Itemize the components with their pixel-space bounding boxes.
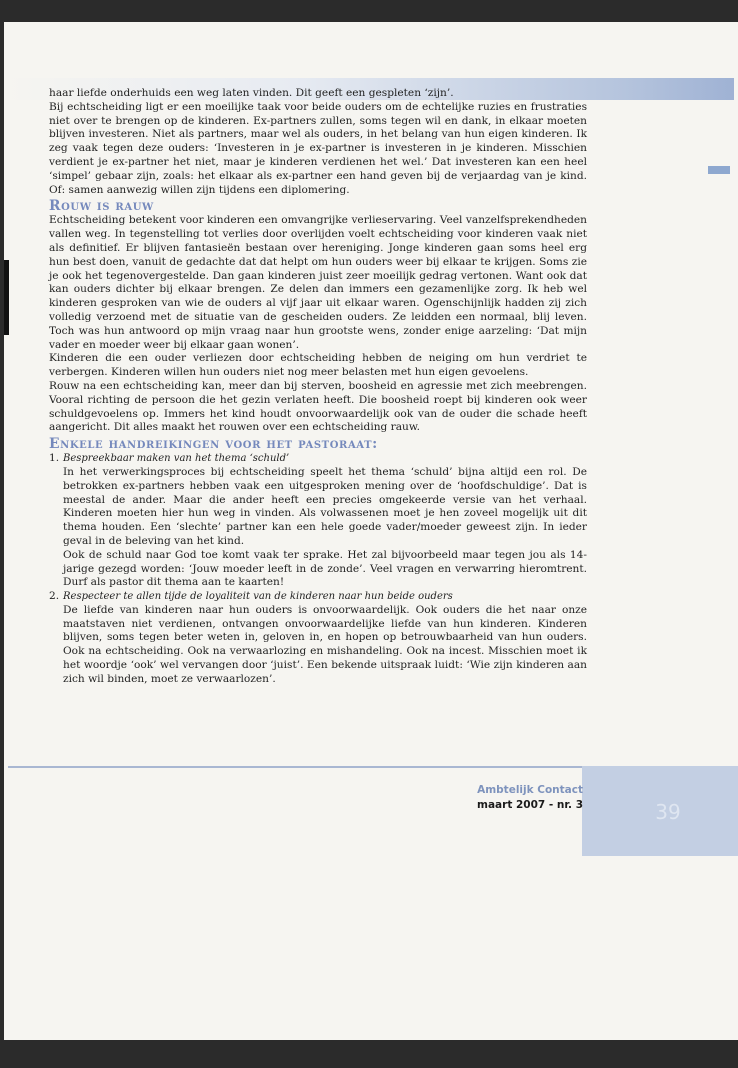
article-body bbox=[49, 87, 587, 687]
paragraph: Rouw na een echtscheiding kan, meer dan bij sterven, boosheid en agressie met zich meebrengen. Vooral richting de persoon die het gezin verlaten heeft. Die boosheid roept bij kinderen ook weer schuldgevoelens op. Immers het kind houdt onvoorwaardelijk ook van de ouder die schade heeft aangericht. Dit alles maakt het rouwen over een echtscheiding rauw. bbox=[49, 379, 587, 434]
side-marker bbox=[708, 166, 730, 174]
item-number: 1. bbox=[49, 452, 60, 465]
section-heading: Rouw is rauw bbox=[49, 198, 154, 215]
magazine-footer bbox=[420, 783, 583, 813]
item-subtitle: Bespreekbaar maken van het thema ‘schuld’ bbox=[63, 453, 290, 465]
paragraph: Echtscheiding betekent voor kinderen een omvangrijke verlieservaring. Veel vanzelfsprekendheden vallen weg. In tegenstelling tot verlies door overlijden voelt echtscheiding voor kinderen vaak niet als definitief. Er blijven fantasieën bestaan over hereniging. Jonge kinderen gaan soms heel erg hun best doen, vanuit de gedachte dat dat helpt om hun ouders weer bij elkaar te krijgen. Soms zie je ook het tegenovergestelde. Dan gaan kinderen juist zeer moeilijk gedrag vertonen. Want ook dat kan ouders dichter bij elkaar brengen. Ze delen dan immers een gezamenlijke zorg. Ik heb wel kinderen gesproken van wie de ouders al vijf jaar uit elkaar waren. Ogenschijnlijk hadden zij zich volledig verzoend met de situatie van de gescheiden ouders. Ze leidden een normaal, blij leven. Toch was hun antwoord op mijn vraag naar hun grootste wens, zonder enige aarzeling: ‘Dat mijn vader en moeder weer bij elkaar gaan wonen’. bbox=[49, 214, 587, 351]
paragraph: De liefde van kinderen naar hun ouders is onvoorwaardelijk. Ook ouders die het naar onze maatstaven niet verdienen, ontvangen onvoorwaardelijke liefde van hun kinderen. Kinderen blijven, soms tegen beter weten in, geloven in, en hopen op betrouwbaarheid van hun ouders. Ook na echtscheiding. Ook na verwaarlozing en mishandeling. Ook na incest. Misschien moet ik het woordje ‘ook’ wel vervangen door ‘juist’. Een bekende uitspraak luidt: ‘Wie zijn kinderen aan zich wil binden, moet ze verwaarlozen’. bbox=[63, 603, 587, 685]
issue-label: maart 2007 - nr. 3 bbox=[477, 799, 583, 811]
item-number: 2. bbox=[49, 590, 60, 603]
paragraph: Kinderen die een ouder verliezen door echtscheiding hebben de neiging om hun verdriet te verbergen. Kinderen willen hun ouders niet nog meer belasten met hun eigen gevoelens. bbox=[49, 352, 587, 379]
paragraph: In het verwerkingsproces bij echtscheiding speelt het thema ‘schuld’ bijna altijd een rol. De betrokken ex-partners hebben vaak een uitgesproken mening over de ‘hoofdschuldige’. Dat is meestal de ander. Maar die ander heeft een precies omgekeerde versie van het verhaal. Kinderen moeten hier hun weg in vinden. Als volwassenen moet je hen zoveel mogelijk uit dit thema houden. Een ‘slechte’ partner kan een hele goede vader/moeder geweest zijn. In ieder geval in de beleving van het kind. bbox=[63, 465, 587, 547]
page-number: 39 bbox=[655, 800, 681, 824]
left-margin-rule bbox=[4, 260, 9, 335]
magazine-title: Ambtelijk Contact bbox=[477, 784, 583, 796]
item-subtitle: Respecteer te allen tijde de loyaliteit van de kinderen naar hun beide ouders bbox=[63, 591, 453, 603]
numbered-list bbox=[49, 452, 587, 687]
paragraph: haar liefde onderhuids een weg laten vinden. Dit geeft een gespleten ‘zijn’. bbox=[49, 87, 454, 99]
paragraph: Ook de schuld naar God toe komt vaak ter sprake. Het zal bijvoorbeeld maar tegen jou als 14-jarige gezegd worden: ‘Jouw moeder leeft in de zonde’. Veel vragen en verwarring hieromtrent. Durf als pastor dit thema aan te kaarten! bbox=[63, 548, 587, 589]
list-item bbox=[49, 452, 587, 590]
list-item bbox=[49, 590, 587, 687]
footer-rule bbox=[8, 766, 582, 768]
section-heading: Enkele handreikingen voor het pastoraat: bbox=[49, 436, 378, 453]
paragraph: Bij echtscheiding ligt er een moeilijke taak voor beide ouders om de echtelijke ruzies en frustraties niet over te brengen op de kinderen. Ex-partners zullen, soms tegen wil en dank, in elkaar moeten blijven investeren. Niet als partners, maar wel als ouders, in het belang van hun eigen kinderen. Ik zeg vaak tegen deze ouders: ‘Investeren in je ex-partner is investeren in je kinderen. Misschien verdient je ex-partner het niet, maar je kinderen verdienen het wel.’ Dat investeren kan een heel ‘simpel’ gebaar zijn, zoals: het elkaar als ex-partner een hand geven bij de verjaardag van je kind. Of: samen aanwezig willen zijn tijdens een diplomering. bbox=[49, 100, 587, 196]
